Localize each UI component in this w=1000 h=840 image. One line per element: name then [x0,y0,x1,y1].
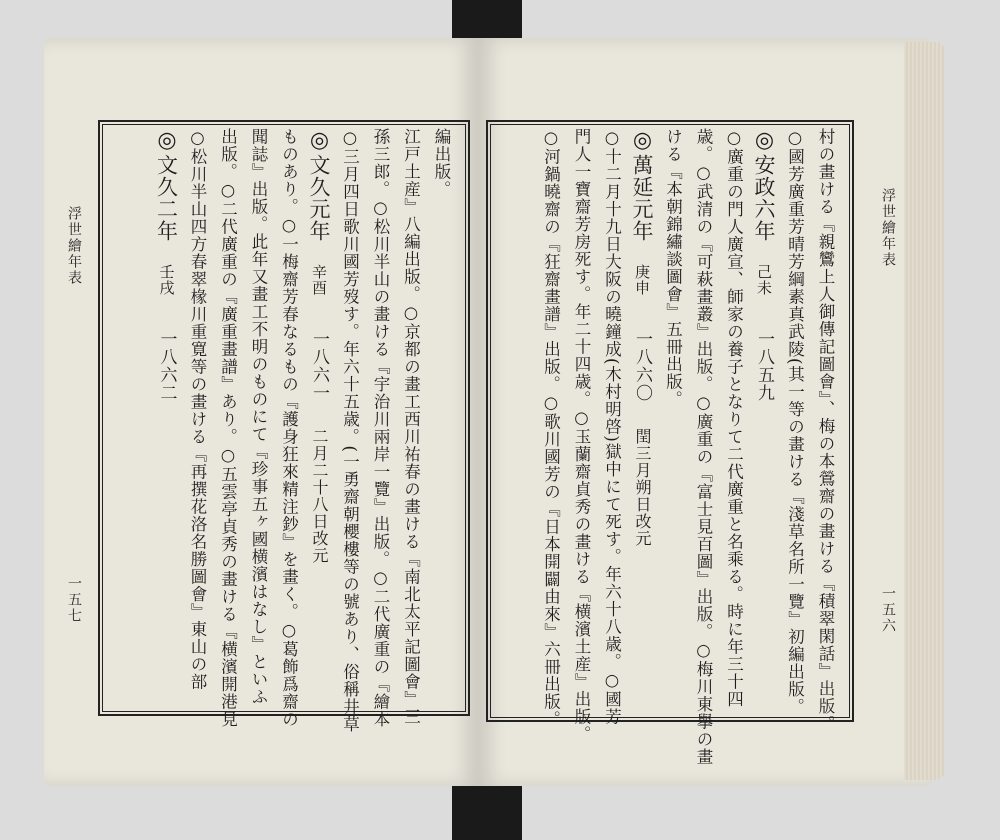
era-change-note: 二月二十八日改元 [310,428,329,564]
ganzhi-label: 己未 [755,264,773,296]
left-page-number: 一五七 [66,576,82,624]
text-line: ○十二月十九日大阪の曉鐘成(木村明啓)獄中にて死す。年六十八歳。○國芳 [602,128,622,726]
western-year: 一八六二 [156,330,177,402]
year-heading [304,128,335,706]
text-line: 歳。○武清の『可萩畫叢』出版。○廣重の『富士見百圖』出版。○梅川東擧の畫 [694,128,713,766]
heading-mark-icon: ◎ [307,128,332,154]
era-name: 文久元年 [307,154,331,242]
text-line: ける『本朝錦繡談圖會』五冊出版。 [663,128,683,408]
text-line: 聞誌』出版。此年又畫工不明のものにて『珍事五ヶ國横濱はなし』といふ [249,128,268,706]
heading-mark-icon: ◎ [630,128,655,154]
right-page-number: 一五六 [880,586,896,634]
western-year: 一八六〇 [632,330,652,402]
year-heading [627,128,658,712]
era-name: 萬延元年 [630,154,654,242]
era-name: 安政六年 [752,154,776,242]
text-line: ○三月四日歌川國芳歿す。年六十五歳。(一勇齋朝櫻樓等の號あり、俗稱井草 [340,128,360,733]
text-line: 門人一寶齋芳房死す。年二十四歳。○玉蘭齋貞秀の畫ける『横濱土産』出版。 [572,128,591,743]
ganzhi-label: 壬戌 [157,264,176,296]
text-line: ○廣重の門人廣宣、師家の養子となりて二代廣重と名乘る。時に年三十四 [724,128,744,708]
year-heading [151,128,182,706]
year-heading [749,128,780,712]
right-running-title: 浮世繪年表 [880,188,896,268]
heading-mark-icon: ◎ [154,128,180,154]
left-page-body [112,128,456,733]
text-line: ものあり。○一梅齋芳春なるもの『護身狂來精注鈔』を畫く。○葛飾爲齋の [279,128,299,728]
text-line: 編出版。 [432,128,451,198]
right-page-body [500,128,840,766]
text-line: 村の畫ける『親鸞上人御傳記圖會』、梅の本鶯齋の畫ける『積翠閑話』出版。 [816,128,835,733]
ganzhi-label: 庚申 [633,264,651,296]
era-change-note: 閏三月朔日改元 [633,428,652,547]
western-year: 一八六一 [309,330,329,402]
text-line: 江戸土産』八編出版。○京都の畫工西川祐春の畫ける『南北太平記圖會』三 [401,128,421,726]
left-running-title: 浮世繪年表 [66,206,82,286]
page-edges [904,42,944,780]
era-name: 文久二年 [154,154,179,242]
text-line: ○國芳廣重芳晴芳綱素真武陵(其一等の畫ける『淺草名所一覽』初編出版。 [785,128,805,716]
text-line: ○河鍋曉齋の『狂齋畫譜』出版。○歌川國芳の『日本開闢由來』六冊出版。 [541,128,561,728]
text-line: 孫三郎。○松川半山の畫ける『宇治川兩岸一覽』出版。○二代廣重の『繪本 [371,128,390,728]
western-year: 一八五九 [754,330,774,402]
text-line: ○松川半山四方春翠椽川重寛等の畫ける『再撰花洛名勝圖會』東山の部 [188,128,207,691]
text-line: 出版。○二代廣重の『廣重畫譜』あり。○五雲亭貞秀の畫ける『横濱開港見 [218,128,238,728]
ganzhi-label: 辛酉 [310,264,328,296]
heading-mark-icon: ◎ [752,128,777,154]
